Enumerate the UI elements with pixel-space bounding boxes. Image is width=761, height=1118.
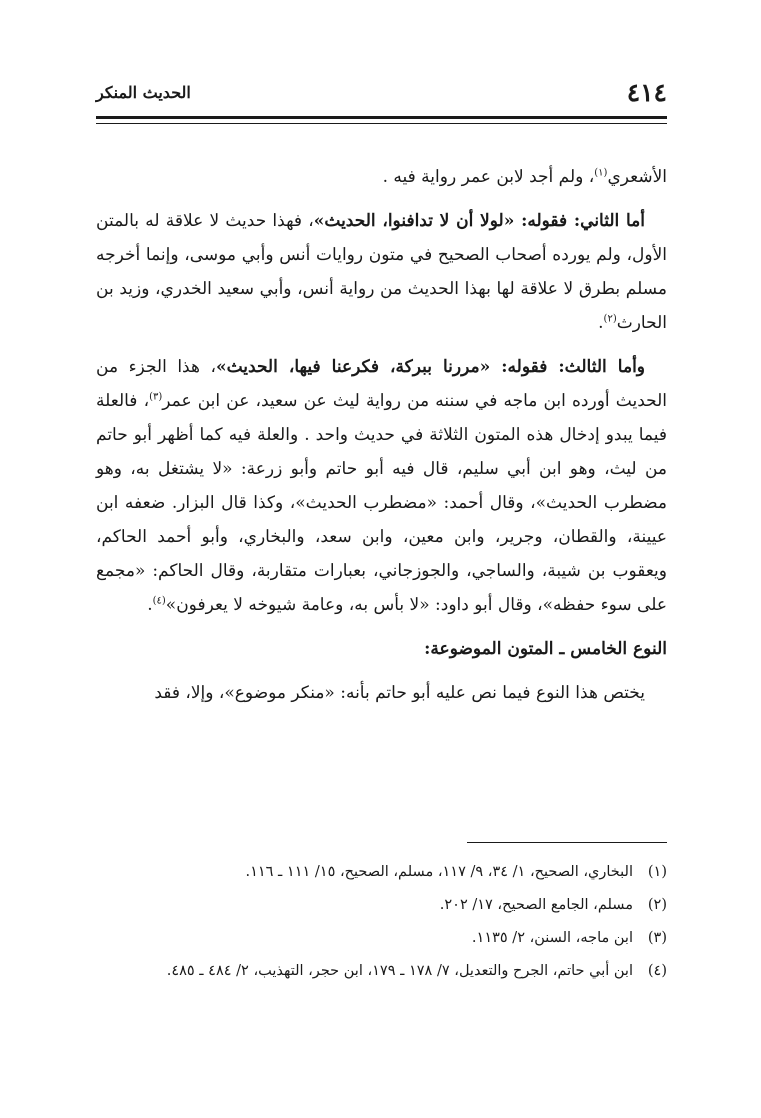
paragraph-1-text: الأشعري — [607, 167, 667, 187]
running-title: الحديث المنكر — [96, 83, 191, 102]
paragraph-2-quote: «لولا أن لا تدافنوا، الحديث» — [313, 211, 522, 231]
footnotes — [96, 856, 667, 988]
footnote-ref-3: (٣) — [149, 391, 163, 403]
footnote-2 — [96, 889, 667, 922]
footnote-number: (٤) — [647, 963, 667, 979]
footnote-text: البخاري، الصحيح، ١/ ٣٤، ٩/ ١١٧، مسلم، الصحيح، ١٥/ ١١١ ـ ١١٦. — [245, 864, 633, 880]
section-heading: النوع الخامس ـ المتون الموضوعة: — [424, 639, 667, 659]
footnote-number: (٢) — [647, 897, 667, 913]
footnote-ref-2: (٢) — [603, 313, 617, 325]
paragraph-2-label: أما الثاني: فقوله: — [521, 211, 645, 231]
footnote-ref-4: (٤) — [152, 595, 166, 607]
paragraph-4: يختص هذا النوع فيما نص عليه أبو حاتم بأنه: «منكر موضوع»، وإلا، فقد — [154, 683, 645, 703]
paragraph-1-rest: ، ولم أجد لابن عمر رواية فيه . — [382, 167, 595, 187]
footnote-number: (٣) — [647, 930, 667, 946]
footnote-1 — [96, 856, 667, 889]
footnote-3 — [96, 922, 667, 955]
paragraph-1 — [96, 160, 667, 194]
paragraph-3-text-b: ، فالعلة فيما يبدو إدخال هذه المتون الثلاثة في حديث واحد . والعلة فيه كما أظهر أبو حاتم من ليث، وهو ابن أبي سليم، قال فيه أبو حاتم وأبو زرعة: «لا يشتغل به، وهو مضطرب الحديث»، وقال أحمد: «مضطرب الحديث»، وكذا قال البزار. ضعفه ابن عيينة، والقطان، وجرير، وابن معين، وابن سعد، والبخاري، وأبو أحمد الحاكم، ويعقوب بن شيبة، والساجي، والجوزجاني، بعبارات متقاربة، وقال الحاكم: «مجمع على سوء حفظه»، وقال أبو داود: «لا بأس به، وعامة شيوخه لا يعرفون» — [96, 391, 667, 615]
paragraph-3 — [96, 350, 667, 622]
footnote-number: (١) — [647, 864, 667, 880]
paragraph-3-quote: «مررنا ببركة، فكرعنا فيها، الحديث» — [215, 357, 502, 377]
footnote-text: مسلم، الجامع الصحيح، ١٧/ ٢٠٢. — [439, 897, 633, 913]
page-header — [96, 78, 667, 112]
footnote-ref-1: (١) — [594, 167, 608, 179]
footnote-4 — [96, 955, 667, 988]
page-number: ٤١٤ — [626, 78, 667, 107]
footnote-separator — [467, 842, 667, 843]
paragraph-2-text: ، فهذا حديث لا علاقة له بالمتن الأول، ولم يورده أصحاب الصحيح في متون روايات أنس وأبي موسى، وإنما أخرجه مسلم بطرق لا علاقة لها بهذا الحديث من رواية أنس، وأبي سعيد الخدري، وزيد بن الحارث — [96, 211, 667, 333]
paragraph-3-end: . — [147, 595, 153, 615]
footnote-text: ابن ماجه، السنن، ٢/ ١١٣٥. — [471, 930, 633, 946]
paragraph-3-label: وأما الثالث: فقوله: — [501, 357, 646, 377]
footnote-text: ابن أبي حاتم، الجرح والتعديل، ٧/ ١٧٨ ـ ١٧٩، ابن حجر، التهذيب، ٢/ ٤٨٤ ـ ٤٨٥. — [166, 963, 633, 979]
header-rule-thick — [96, 116, 667, 119]
header-rule-thin — [96, 123, 667, 124]
paragraph-2-end: . — [598, 313, 604, 333]
paragraph-2 — [96, 204, 667, 340]
main-text — [96, 160, 667, 720]
paragraph-3-text-a: ، هذا الجزء من الحديث أورده ابن ماجه في سننه من رواية ليث عن سعيد، عن ابن عمر — [96, 357, 668, 411]
